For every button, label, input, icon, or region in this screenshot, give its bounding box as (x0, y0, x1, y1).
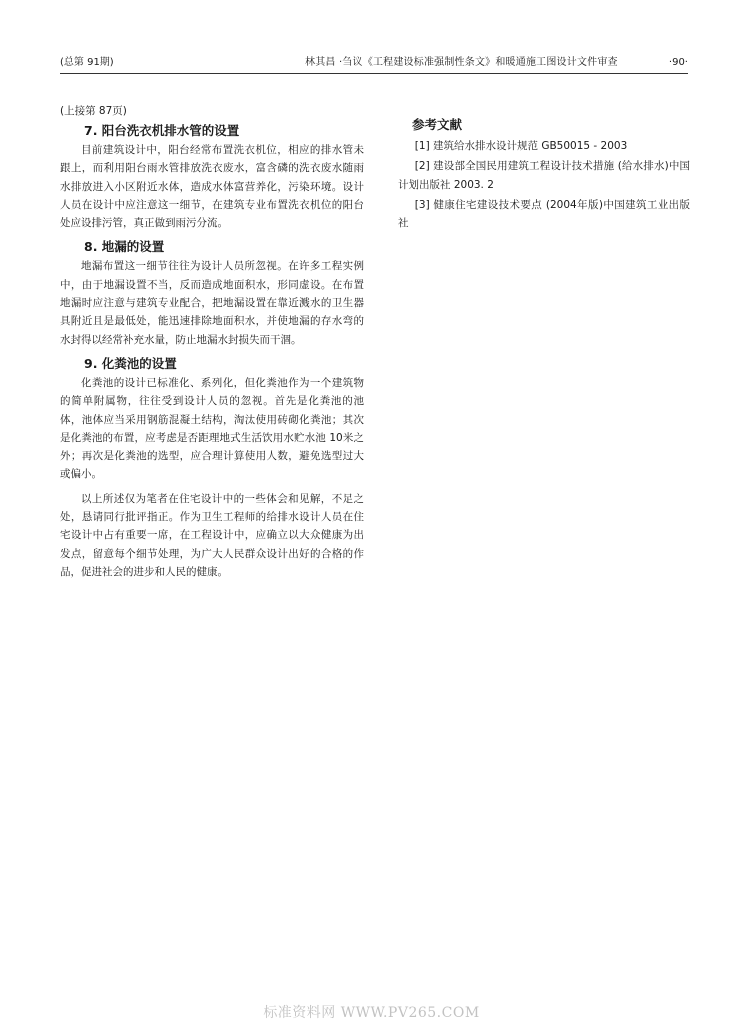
section-heading-floor-drain: 8. 地漏的设置 (84, 239, 165, 255)
continued-note: (上接第 87页) (60, 105, 127, 117)
right-column (398, 116, 690, 234)
paragraph-floor-drain: 地漏布置这一细节往往为设计人员所忽视。在许多工程实例中，由于地漏设置不当，反而造成地面积水，形同虚设。在布置地漏时应注意与建筑专业配合，把地漏设置在靠近溅水的卫生器具附近且是最低处，能迅速排除地面积水，并使地漏的存水弯的水封得以经常补充水量，防止地漏水封损失而干涸。 (60, 260, 364, 346)
reference-item-2: [2] 建设部全国民用建筑工程设计技术措施 (给水排水)中国计划出版社 2003. 2 (398, 160, 690, 191)
running-header (60, 55, 688, 74)
page-number: ·90· (668, 57, 688, 68)
paragraph-conclusion: 以上所述仅为笔者在住宅设计中的一些体会和见解，不足之处，恳请同行批评指正。作为卫生工程师的给排水设计人员在住宅设计中占有重要一席，在工程设计中，应确立以大众健康为出发点，留意每个细节处理，为广大人民群众设计出好的合格的作品，促进社会的进步和人民的健康。 (60, 492, 364, 578)
left-column (60, 104, 364, 581)
watermark: 标准资料网 WWW.PV265.COM (263, 1005, 480, 1021)
paragraph-septic-tank: 化粪池的设计已标准化、系列化，但化粪池作为一个建筑物的简单附属物，往往受到设计人员的忽视。首先是化粪池的池体，池体应当采用钢筋混凝土结构，淘汰使用砖砌化粪池；其次是化粪池的布置，应考虑是否距理地式生活饮用水贮水池 10米之外；再次是化粪池的选型，应合理计算使用人数，避免选型过大或偏小。 (60, 376, 364, 481)
section-heading-balcony-drain: 7. 阳台洗衣机排水管的设置 (84, 123, 240, 138)
section-heading-septic-tank: 9. 化粪池的设置 (84, 355, 177, 371)
reference-item-3: [3] 健康住宅建设技术要点 (2004年版)中国建筑工业出版社 (398, 198, 690, 230)
reference-item-1: [1] 建筑给水排水设计规范 GB50015 - 2003 (414, 140, 628, 152)
paragraph-balcony-drain: 目前建筑设计中，阳台经常布置洗衣机位，相应的排水管未跟上，而利用阳台雨水管排放洗衣废水，富含磷的洗衣废水随雨水排放进入小区附近水体，造成水体富营养化，污染环境。设计人员在设计中应注意这一细节，在建筑专业布置洗衣机位的阳台处应设排污管，真正做到雨污分流。 (60, 144, 364, 230)
references-heading: 参考文献 (412, 117, 463, 132)
running-title: 林其昌 ·刍议《工程建设标准强制性条文》和暖通施工图设计文件审查 (305, 57, 618, 68)
issue-number: (总第 91期) (60, 57, 114, 68)
